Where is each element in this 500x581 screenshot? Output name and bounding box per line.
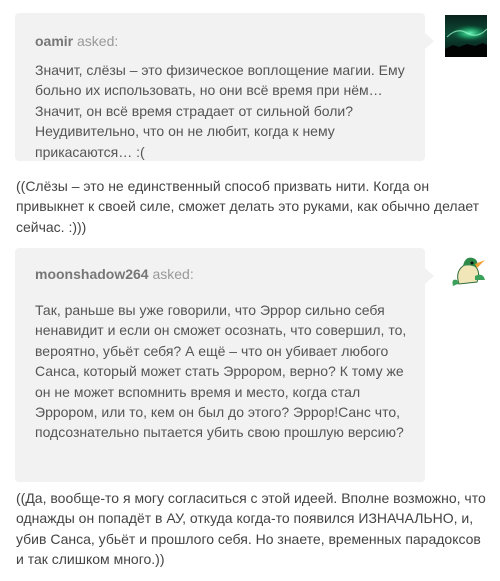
aurora-avatar-icon[interactable] xyxy=(445,15,487,57)
asker-line xyxy=(35,33,118,49)
speech-tail xyxy=(425,33,434,49)
speech-tail xyxy=(425,268,434,284)
bird-avatar-icon[interactable] xyxy=(445,250,487,292)
answer-text: ((Слёзы – это не единственный способ призвать нити. Когда он привыкнет к своей силе, сможет делать это руками, как обычно делает сейчас. :))) xyxy=(16,178,480,235)
ask-box xyxy=(15,13,425,161)
asked-label: asked: xyxy=(148,266,194,282)
answer-text: ((Да, вообще-то я могу согласиться с этой идеей. Вполне возможно, что однажды он попадёт в АУ, откуда когда-то появился ИЗНАЧАЛЬНО, и, убив Санса, убьёт и прошлого себя. Но знаете, временных парадоксов и так слишком много.)) xyxy=(16,490,486,568)
asker-line xyxy=(35,266,194,282)
ask-box xyxy=(15,248,425,482)
asker-name-link[interactable]: moonshadow264 xyxy=(35,266,149,282)
asked-label: asked: xyxy=(73,33,119,49)
question-text: Значит, слёзы – это физическое воплощение магии. Ему больно их использовать, но они всё время при нём… Значит, он всё время страдает от сильной боли? Неудивительно, что он не любит, когда к нему прикасаются… :( xyxy=(35,62,405,160)
question-text: Так, раньше вы уже говорили, что Эррор сильно себя ненавидит и если он сможет осознать, что совершил, то, вероятно, убьёт себя? А ещё – что он убивает любого Санса, который может стать Эррором, верно? К тому же он не может вспомнить время и место, когда стал Эррором, или то, кем он был до этого? Эррор!Санс что, подсознательно пытается убить свою прошлую версию? xyxy=(35,302,407,441)
asker-name-link[interactable]: oamir xyxy=(35,33,74,49)
